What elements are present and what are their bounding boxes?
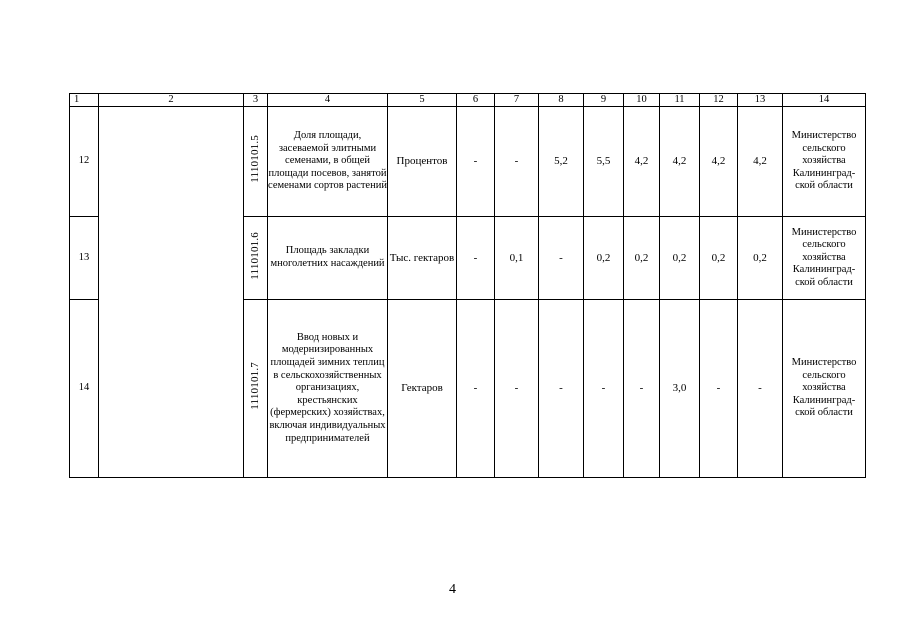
value-cell: -	[457, 300, 495, 478]
column-header: 14	[783, 94, 866, 107]
value-cell: 0,2	[624, 217, 660, 300]
value-cell: 4,2	[660, 107, 700, 217]
indicator-code	[244, 217, 268, 300]
indicator-name: Ввод новых и модернизированных площадей зимних теплиц в сельскохозяйственных организациях, крестьянских (фермерских) хозяйствах, включая индивидуальных предпринимателей	[268, 300, 388, 478]
responsible-executor: Министерство сельского хозяйства Калининград-ской области	[783, 300, 866, 478]
column-header: 5	[388, 94, 457, 107]
row-number: 14	[70, 300, 99, 478]
value-cell: 4,2	[738, 107, 783, 217]
indicator-code	[244, 300, 268, 478]
indicators-table	[69, 93, 866, 478]
indicator-name: Доля площади, засеваемой элитными семенами, в общей площади посевов, занятой семенами сортов растений	[268, 107, 388, 217]
unit-cell: Гектаров	[388, 300, 457, 478]
value-cell: 4,2	[700, 107, 738, 217]
value-cell: 5,5	[584, 107, 624, 217]
merged-empty-cell	[99, 107, 244, 478]
value-cell: -	[457, 217, 495, 300]
value-cell: 0,2	[660, 217, 700, 300]
indicator-code	[244, 107, 268, 217]
value-cell: -	[624, 300, 660, 478]
indicator-code-text: 1110101.6	[249, 231, 262, 280]
value-cell: -	[584, 300, 624, 478]
column-header: 10	[624, 94, 660, 107]
unit-cell: Тыс. гектаров	[388, 217, 457, 300]
column-header: 9	[584, 94, 624, 107]
column-header: 13	[738, 94, 783, 107]
value-cell: -	[457, 107, 495, 217]
value-cell: -	[738, 300, 783, 478]
responsible-executor: Министерство сельского хозяйства Калининград-ской области	[783, 217, 866, 300]
value-cell: 0,2	[738, 217, 783, 300]
column-header: 8	[539, 94, 584, 107]
column-header: 4	[268, 94, 388, 107]
value-cell: 3,0	[660, 300, 700, 478]
page-number: 4	[449, 582, 456, 597]
column-number-row	[70, 94, 866, 107]
indicator-code-text: 1110101.5	[249, 135, 262, 184]
value-cell: 4,2	[624, 107, 660, 217]
value-cell: -	[539, 300, 584, 478]
row-number: 12	[70, 107, 99, 217]
column-header: 6	[457, 94, 495, 107]
value-cell: -	[539, 217, 584, 300]
table-row	[70, 107, 866, 217]
indicator-name: Площадь закладки многолетних насаждений	[268, 217, 388, 300]
value-cell: 0,2	[700, 217, 738, 300]
value-cell: -	[495, 107, 539, 217]
value-cell: 5,2	[539, 107, 584, 217]
column-header: 1	[70, 94, 99, 107]
row-number: 13	[70, 217, 99, 300]
responsible-executor: Министерство сельского хозяйства Калининград-ской области	[783, 107, 866, 217]
value-cell: 0,1	[495, 217, 539, 300]
column-header: 11	[660, 94, 700, 107]
unit-cell: Процентов	[388, 107, 457, 217]
column-header: 2	[99, 94, 244, 107]
column-header: 7	[495, 94, 539, 107]
value-cell: -	[700, 300, 738, 478]
indicator-code-text: 1110101.7	[249, 362, 262, 411]
column-header: 12	[700, 94, 738, 107]
column-header: 3	[244, 94, 268, 107]
value-cell: -	[495, 300, 539, 478]
value-cell: 0,2	[584, 217, 624, 300]
